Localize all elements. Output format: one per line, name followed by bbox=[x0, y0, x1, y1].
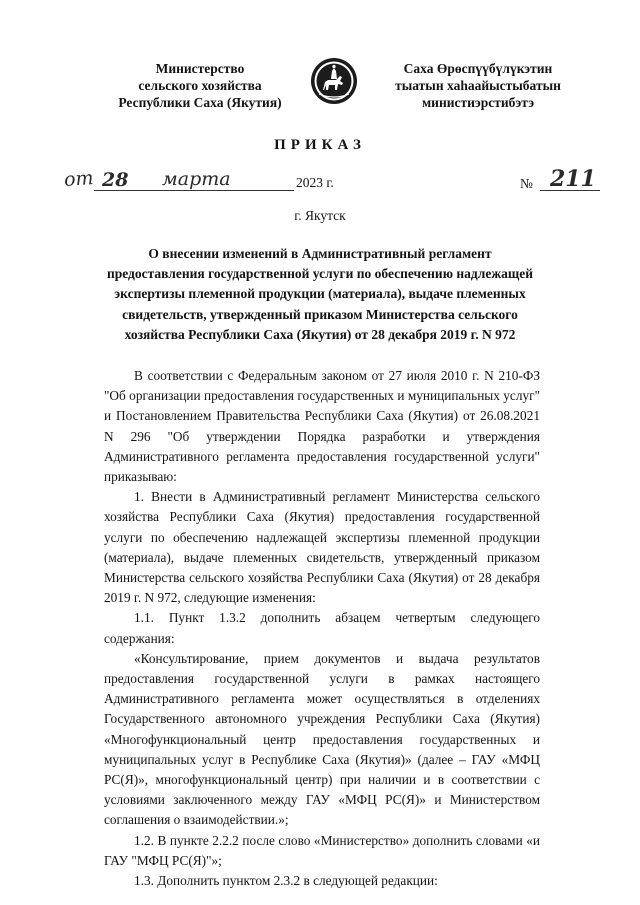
coat-of-arms-emblem bbox=[309, 56, 359, 106]
body-paragraph: «Консультирование, прием документов и выдача результатов предоставления государственной услуги в рамках настоящего Административного регламента может осуществляться в отделениях Государственного автономного учреждения Республики Саха (Якутия) «Многофункциональный центр предоставления государственных и муниципальных услуг в Республике Саха (Якутия)» (далее – ГАУ «МФЦ РС(Я)», многофункциональный центр) при наличии и в соответствии с условиями заключенного между ГАУ «МФЦ РС(Я)» и Министерством соглашения о взаимодействии.»; bbox=[104, 650, 540, 828]
ministry-name-line: Республики Саха (Якутия) bbox=[118, 95, 282, 110]
ministry-name-russian bbox=[110, 60, 290, 111]
body-paragraph: В соответствии с Федеральным законом от 27 июля 2010 г. N 210-ФЗ "Об организации предоставления государственных и муниципальных услуг" и Постановлением Правительства Республики Саха (Якутия) от 26.08.2021 N 296 "Об утверждении Порядка разработки и утверждения Административного регламента предоставления государственной услуги" приказываю: bbox=[104, 368, 540, 485]
ministry-name-yakut bbox=[378, 60, 578, 111]
title-line: предоставления государственной услуги по обеспечению надлежащей bbox=[106, 266, 534, 282]
title-line: экспертизы племенной продукции (материала), выдаче племенных bbox=[114, 286, 526, 302]
date-year: 2023 г. bbox=[296, 175, 334, 190]
ministry-name-line: сельского хозяйства bbox=[138, 78, 262, 93]
number-value: 211 bbox=[550, 166, 596, 192]
body-paragraph: 1.3. Дополнить пунктом 2.3.2 в следующей редакции: bbox=[134, 873, 438, 889]
ministry-name-line: Министерство bbox=[155, 61, 245, 76]
order-subject-title bbox=[70, 244, 570, 345]
ministry-name-line: тыатын хаһаайыстыбатын bbox=[395, 78, 561, 93]
city-name: г. Якутск bbox=[294, 208, 346, 223]
title-line: свидетельств, утвержденный приказом Министерства сельского bbox=[122, 306, 518, 322]
title-line: хозяйства Республики Саха (Якутия) от 28 декабря 2019 г. N 972 bbox=[124, 326, 516, 342]
ministry-name-line: Саха Өрөспүүбүлүкэтин bbox=[403, 61, 553, 76]
date-prefix: от bbox=[63, 166, 95, 192]
order-title: ПРИКАЗ bbox=[274, 137, 366, 153]
body-paragraph: 1.2. В пункте 2.2.2 после слово «Министерство» дополнить словами «и ГАУ "МФЦ РС(Я)"»; bbox=[104, 832, 540, 868]
body-paragraph: 1.1. Пункт 1.3.2 дополнить абзацем четвертым следующего содержания: bbox=[104, 610, 540, 646]
number-sign: № bbox=[520, 176, 533, 191]
date-month: марта bbox=[162, 168, 231, 190]
ministry-name-line: министиэрстибэтэ bbox=[421, 95, 535, 110]
body-paragraph: 1. Внести в Административный регламент Министерства сельского хозяйства Республики Саха (Якутия) предоставления государственной услуги по обеспечению надлежащей экспертизы племенной продукции (материала), выдаче племенных свидетельств, утвержденный приказом Министерства сельского хозяйства Республики Саха (Якутия) от 28 декабря 2019 г. N 972, следующие изменения: bbox=[104, 489, 540, 606]
order-body bbox=[104, 366, 540, 891]
title-line: О внесении изменений в Административный регламент bbox=[148, 246, 492, 261]
date-day: 28 bbox=[102, 169, 129, 191]
